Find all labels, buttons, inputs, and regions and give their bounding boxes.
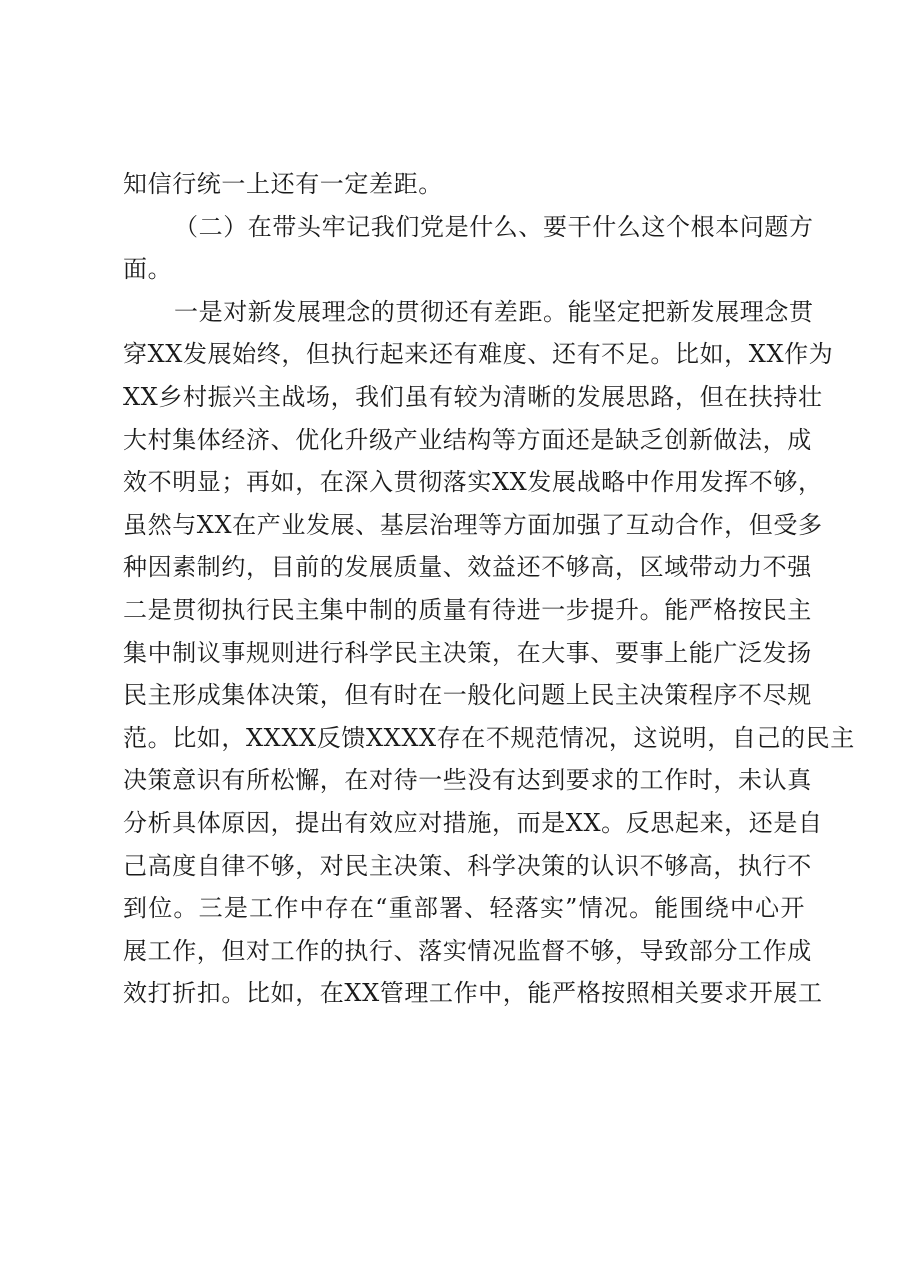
text-line: 穿XX发展始终，但执行起来还有难度、还有不足。比如，XX作为 xyxy=(123,340,834,369)
paragraph-first-line: 一是对新发展理念的贯彻还有差距。能坚定把新发展理念贯 xyxy=(174,297,814,326)
text-line: 范。比如，XXXX反馈XXXX存在不规范情况，这说明，自己的民主 xyxy=(123,723,855,752)
text-line: 面。 xyxy=(123,255,173,284)
text-line: XX乡村振兴主战场，我们虽有较为清晰的发展思路，但在扶持壮 xyxy=(123,382,823,411)
section-heading: （二）在带头牢记我们党是什么、要干什么这个根本问题方 xyxy=(174,212,814,241)
text-line: 大村集体经济、优化升级产业结构等方面还是缺乏创新做法，成 xyxy=(123,425,812,454)
text-line: 己高度自律不够，对民主决策、科学决策的认识不够高，执行不 xyxy=(123,851,812,880)
text-line: 二是贯彻执行民主集中制的质量有待进一步提升。能严格按民主 xyxy=(123,595,812,624)
text-line: 效不明显；再如，在深入贯彻落实XX发展战略中作用发挥不够， xyxy=(123,468,823,497)
text-line: 集中制议事规则进行科学民主决策，在大事、要事上能广泛发扬 xyxy=(123,638,812,667)
document-body xyxy=(123,163,855,1015)
text-line: 展工作，但对工作的执行、落实情况监督不够，导致部分工作成 xyxy=(123,936,812,965)
text-line: 知信行统一上还有一定差距。 xyxy=(123,170,443,198)
text-line: 到位。三是工作中存在“重部署、轻落实”情况。能围绕中心开 xyxy=(123,894,805,923)
text-line: 虽然与XX在产业发展、基层治理等方面加强了互动合作，但受多 xyxy=(123,510,823,539)
text-line: 民主形成集体决策，但有时在一般化问题上民主决策程序不尽规 xyxy=(123,681,812,710)
text-line: 决策意识有所松懈，在对待一些没有达到要求的工作时，未认真 xyxy=(123,766,812,795)
text-line: 种因素制约，目前的发展质量、效益还不够高，区域带动力不强 xyxy=(123,553,812,582)
text-line: 效打折扣。比如，在XX管理工作中，能严格按照相关要求开展工 xyxy=(123,979,823,1008)
text-line: 分析具体原因，提出有效应对措施，而是XX。反思起来，还是自 xyxy=(123,808,823,837)
